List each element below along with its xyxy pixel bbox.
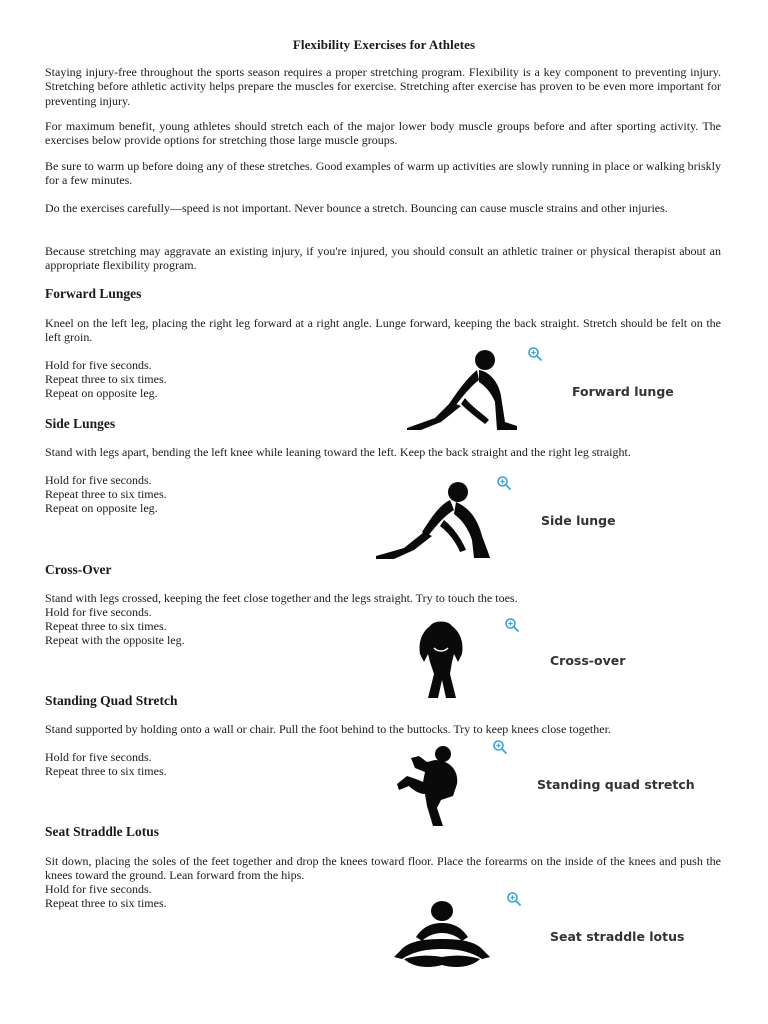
figure-caption: Cross-over — [550, 653, 626, 668]
intro-paragraph: Be sure to warm up before doing any of these stretches. Good examples of warm up activities are slowly running in place or walking briskly for a few minutes. — [45, 159, 721, 188]
exercise-step: Hold for five seconds. — [45, 882, 152, 896]
exercise-step: Repeat three to six times. — [45, 487, 167, 501]
exercise-step: Repeat with the opposite leg. — [45, 633, 185, 647]
exercise-step: Repeat on opposite leg. — [45, 501, 158, 515]
forward-lunge-icon — [405, 348, 523, 430]
exercise-step: Repeat on opposite leg. — [45, 386, 158, 400]
figure-caption: Forward lunge — [572, 384, 674, 399]
exercise-description: Stand with legs apart, bending the left knee while leaning toward the left. Keep the back straight and the right leg straight. — [45, 445, 631, 459]
zoom-icon[interactable] — [492, 739, 508, 755]
figure-caption: Seat straddle lotus — [550, 929, 685, 944]
intro-paragraph: Staying injury-free throughout the sports season requires a proper stretching program. Flexibility is a key component to preventing injury. Stretching before athletic activity helps prepare the muscles for exercise. Stretching after exercise has proven to be even more important for preventing injury. — [45, 65, 721, 108]
exercise-step: Repeat three to six times. — [45, 896, 167, 910]
exercise-step: Hold for five seconds. — [45, 473, 152, 487]
exercise-description: Kneel on the left leg, placing the right leg forward at a right angle. Lunge forward, keeping the back straight. Stretch should be felt on the left groin. — [45, 316, 721, 345]
lotus-icon — [390, 899, 494, 971]
exercise-heading: Side Lunges — [45, 416, 116, 431]
figure-caption: Side lunge — [541, 513, 616, 528]
exercise-step: Hold for five seconds. — [45, 358, 152, 372]
exercise-step: Repeat three to six times. — [45, 619, 167, 633]
exercise-step: Hold for five seconds. — [45, 605, 152, 619]
side-lunge-icon — [374, 480, 494, 560]
exercise-step: Repeat three to six times. — [45, 764, 167, 778]
zoom-icon[interactable] — [506, 891, 522, 907]
intro-paragraph: Do the exercises carefully—speed is not important. Never bounce a stretch. Bouncing can cause muscle strains and other injuries. — [45, 201, 668, 215]
exercise-heading: Forward Lunges — [45, 286, 142, 301]
exercise-description: Stand with legs crossed, keeping the feet close together and the legs straight. Try to touch the toes. — [45, 591, 518, 605]
intro-paragraph: Because stretching may aggravate an existing injury, if you're injured, you should consult an athletic trainer or physical therapist about an appropriate flexibility program. — [45, 244, 721, 273]
exercise-step: Repeat three to six times. — [45, 372, 167, 386]
page-title: Flexibility Exercises for Athletes — [292, 37, 476, 52]
zoom-icon[interactable] — [527, 346, 543, 362]
zoom-icon[interactable] — [496, 475, 512, 491]
quad-stretch-icon — [397, 744, 461, 828]
exercise-description: Stand supported by holding onto a wall or chair. Pull the foot behind to the buttocks. Try to keep knees close together. — [45, 722, 611, 736]
zoom-icon[interactable] — [504, 617, 520, 633]
intro-paragraph: For maximum benefit, young athletes should stretch each of the major lower body muscle groups before and after sporting activity. The exercises below provide options for stretching those large muscle groups. — [45, 119, 721, 148]
exercise-description: Sit down, placing the soles of the feet together and drop the knees toward floor. Place the forearms on the inside of the knees and push the knees toward the ground. Lean forward from the hips. — [45, 854, 721, 883]
exercise-step: Hold for five seconds. — [45, 750, 152, 764]
figure-caption: Standing quad stretch — [537, 777, 695, 792]
exercise-heading: Standing Quad Stretch — [45, 693, 178, 708]
cross-over-icon — [416, 618, 466, 700]
exercise-heading: Seat Straddle Lotus — [45, 824, 160, 839]
exercise-heading: Cross-Over — [45, 562, 112, 577]
